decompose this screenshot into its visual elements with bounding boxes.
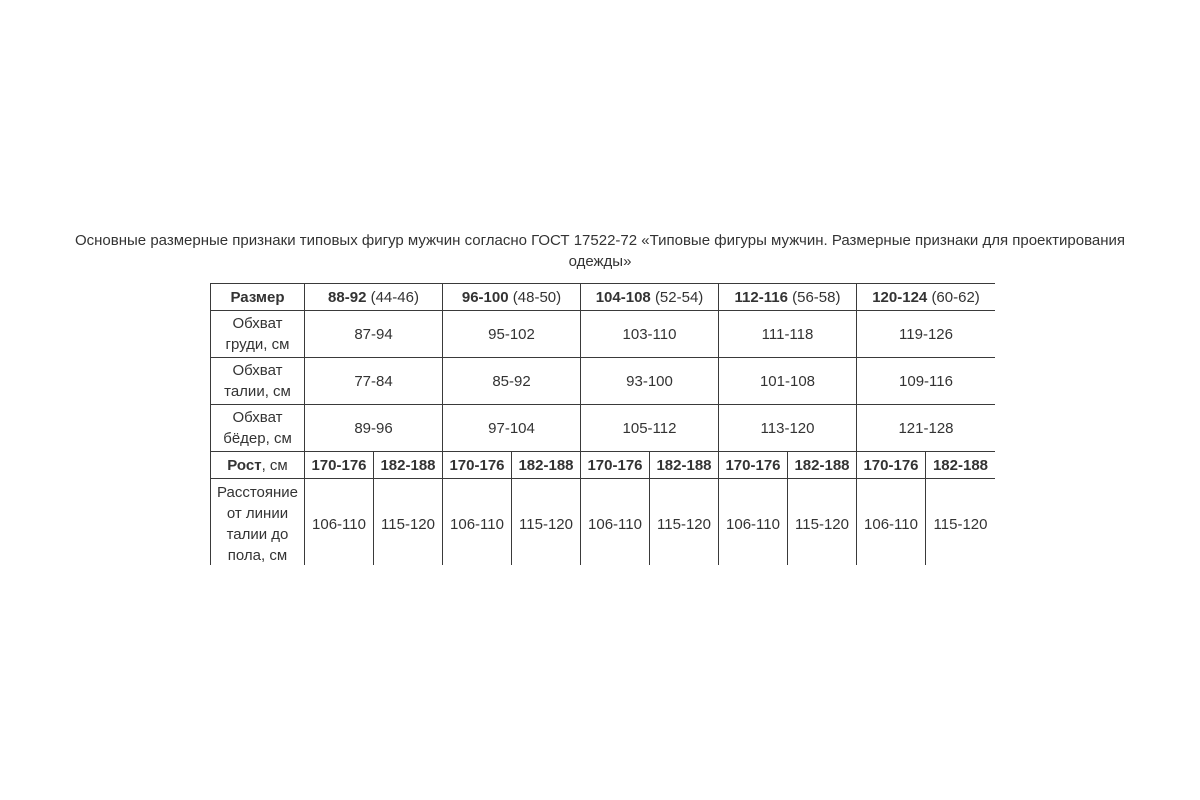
chest-label: [211, 311, 305, 358]
table-cell: 87-94: [305, 311, 443, 358]
table-cell: 170-176: [719, 452, 788, 479]
size-table: [210, 283, 995, 565]
label-line: пола, см: [227, 547, 288, 564]
size-main: 104-108: [595, 288, 651, 306]
table-cell: 115-120: [374, 479, 443, 566]
label-line: Обхват: [232, 315, 283, 332]
table-cell: 115-120: [926, 479, 996, 566]
size-table-container: [210, 283, 995, 565]
table-cell: 113-120: [719, 405, 857, 452]
size-alt: (60-62): [931, 288, 980, 306]
table-cell: 111-118: [719, 311, 857, 358]
table-caption: Основные размерные признаки типовых фигур мужчин согласно ГОСТ 17522-72 «Типовые фигуры мужчин. Размерные признаки для проектирования одежды»: [74, 232, 1125, 270]
size-main: 88-92: [328, 288, 367, 306]
growth-label: [211, 452, 305, 479]
table-cell: 103-110: [581, 311, 719, 358]
hips-label: [211, 405, 305, 452]
table-cell: 97-104: [443, 405, 581, 452]
table-cell: 182-188: [926, 452, 996, 479]
label-line: талии, см: [224, 383, 291, 400]
header-size-2: [443, 284, 581, 311]
table-cell: 106-110: [581, 479, 650, 566]
size-alt: (44-46): [370, 288, 419, 306]
table-cell: 106-110: [719, 479, 788, 566]
table-cell: 182-188: [512, 452, 581, 479]
table-cell: 105-112: [581, 405, 719, 452]
table-cell: 93-100: [581, 358, 719, 405]
size-main: 96-100: [461, 288, 509, 306]
growth-row: [211, 452, 996, 479]
label-line: Обхват: [232, 409, 283, 426]
header-size-5: [857, 284, 996, 311]
table-cell: 115-120: [788, 479, 857, 566]
table-cell: 109-116: [857, 358, 996, 405]
table-cell: 170-176: [857, 452, 926, 479]
size-alt: (56-58): [792, 288, 841, 306]
table-cell: 106-110: [305, 479, 374, 566]
growth-label-unit: , см: [261, 456, 288, 474]
label-line: груди, см: [225, 336, 290, 353]
table-cell: 101-108: [719, 358, 857, 405]
table-cell: 115-120: [512, 479, 581, 566]
table-cell: 182-188: [374, 452, 443, 479]
table-cell: 106-110: [443, 479, 512, 566]
waist-row: [211, 358, 996, 405]
size-main: 112-116: [734, 288, 788, 306]
hips-row: [211, 405, 996, 452]
table-cell: 119-126: [857, 311, 996, 358]
table-cell: 182-188: [788, 452, 857, 479]
header-label: Размер: [211, 284, 305, 311]
table-cell: 106-110: [857, 479, 926, 566]
size-main: 120-124: [872, 288, 928, 306]
table-cell: 170-176: [443, 452, 512, 479]
header-row: [211, 284, 996, 311]
table-cell: 89-96: [305, 405, 443, 452]
size-alt: (52-54): [654, 288, 704, 306]
table-cell: 170-176: [305, 452, 374, 479]
distance-row: [211, 479, 996, 566]
growth-label-bold: Рост: [227, 456, 262, 474]
size-alt: (48-50): [512, 288, 562, 306]
header-size-1: [305, 284, 443, 311]
table-cell: 77-84: [305, 358, 443, 405]
label-line: Обхват: [232, 362, 283, 379]
chest-row: [211, 311, 996, 358]
label-line: бёдер, см: [223, 430, 292, 447]
header-size-3: [581, 284, 719, 311]
header-size-4: [719, 284, 857, 311]
distance-label: [211, 479, 305, 566]
table-cell: 85-92: [443, 358, 581, 405]
label-line: талии до: [226, 526, 289, 543]
label-line: Расстояние: [216, 484, 299, 501]
table-cell: 121-128: [857, 405, 996, 452]
table-cell: 115-120: [650, 479, 719, 566]
table-cell: 182-188: [650, 452, 719, 479]
label-line: от линии: [226, 505, 289, 522]
waist-label: [211, 358, 305, 405]
table-cell: 95-102: [443, 311, 581, 358]
table-cell: 170-176: [581, 452, 650, 479]
